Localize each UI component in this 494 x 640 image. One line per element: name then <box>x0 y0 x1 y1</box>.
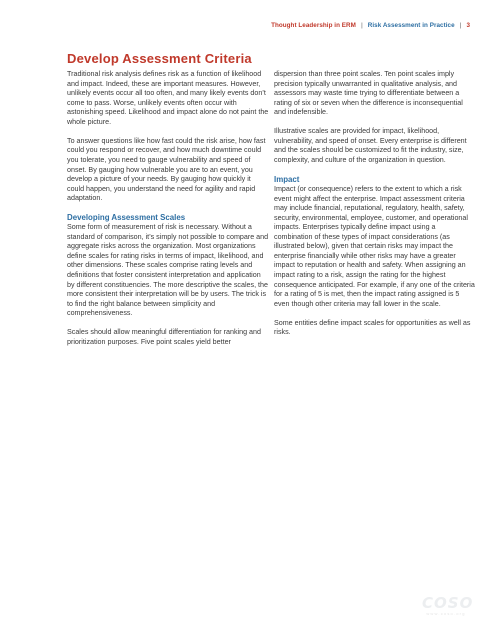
running-header <box>271 22 470 29</box>
page-title: Develop Assessment Criteria <box>67 51 252 66</box>
right-paragraph-1: dispersion than three point scales. Ten point scales imply precision typically unwarranted in qualitative analysis, and assessors may waste time trying to differentiate between a rating of six or seven when the difference is inconsequential and indefensible. <box>274 70 463 117</box>
left-paragraph-3: Some form of measurement of risk is necessary. Without a standard of comparison, it’s simply not possible to compare and aggregate risks across the organization. Most organizations define scales for rating risks in terms of impact, likelihood, and other dimensions. These scales comprise rating levels and definitions that foster consistent interpretation and application by different constituencies. The more descriptive the scales, the more consistent their interpretation will be by users. The trick is to find the right balance between simplicity and comprehensiveness. <box>67 223 269 318</box>
page-number: 3 <box>466 22 470 29</box>
coso-logo <box>422 594 474 616</box>
right-paragraph-2: Illustrative scales are provided for impact, likelihood, vulnerability, and speed of onset. Every enterprise is different and the scales should be customized to fit the industry, size, complexity, and culture of the organization in question. <box>274 127 467 164</box>
left-paragraph-1: Traditional risk analysis defines risk as a function of likelihood and impact. Indeed, these are important measures. However, unlikely events occur all too often, and many likely events don’t come to pass. Worse, unlikely events often occur with astonishing speed. Likelihood and impact alone do not paint the whole picture. <box>67 70 269 126</box>
header-separator-2: | <box>459 22 462 29</box>
right-paragraph-4: Some entities define impact scales for opportunities as well as risks. <box>274 318 471 337</box>
coso-logo-mark: COSO <box>422 594 474 612</box>
left-paragraph-4: Scales should allow meaningful differentiation for ranking and prioritization purposes. Five point scales yield better <box>67 328 261 346</box>
coso-logo-url: www.coso.org <box>426 611 466 616</box>
right-column <box>274 70 476 348</box>
header-section: Thought Leadership in ERM <box>271 22 356 29</box>
section-heading-scales: Developing Assessment Scales <box>67 213 186 223</box>
header-title: Risk Assessment in Practice <box>367 22 455 29</box>
right-paragraph-3: Impact (or consequence) refers to the extent to which a risk event might affect the enterprise. Impact assessment criteria may include financial, reputational, regulatory, health, safety, security, environmental, employee, customer, and operational impacts. Enterprises typically define impact using a combination of these types of impact considerations (as illustrated below), given that certain risks may impact the enterprise financially while other risks may have a greater impact to reputation or health and safety. When assigning an impact rating to a risk, assign the rating for the highest consequence anticipated. For example, if any one of the criteria for a rating of 5 is met, then the impact rating assigned is 5 even though other criteria may fall lower in the scale. <box>274 185 475 308</box>
header-separator: | <box>360 22 363 29</box>
section-heading-impact: Impact <box>274 175 300 185</box>
left-column <box>67 70 269 357</box>
left-paragraph-2: To answer questions like how fast could the risk arise, how fast could you respond or recover, and how much downtime could you tolerate, you need to gauge vulnerability and speed of onset. By gauging how vulnerable you are to an event, you develop a picture of your needs. By gauging how quickly it could happen, you understand the need for agility and rapid adaptation. <box>67 136 266 203</box>
